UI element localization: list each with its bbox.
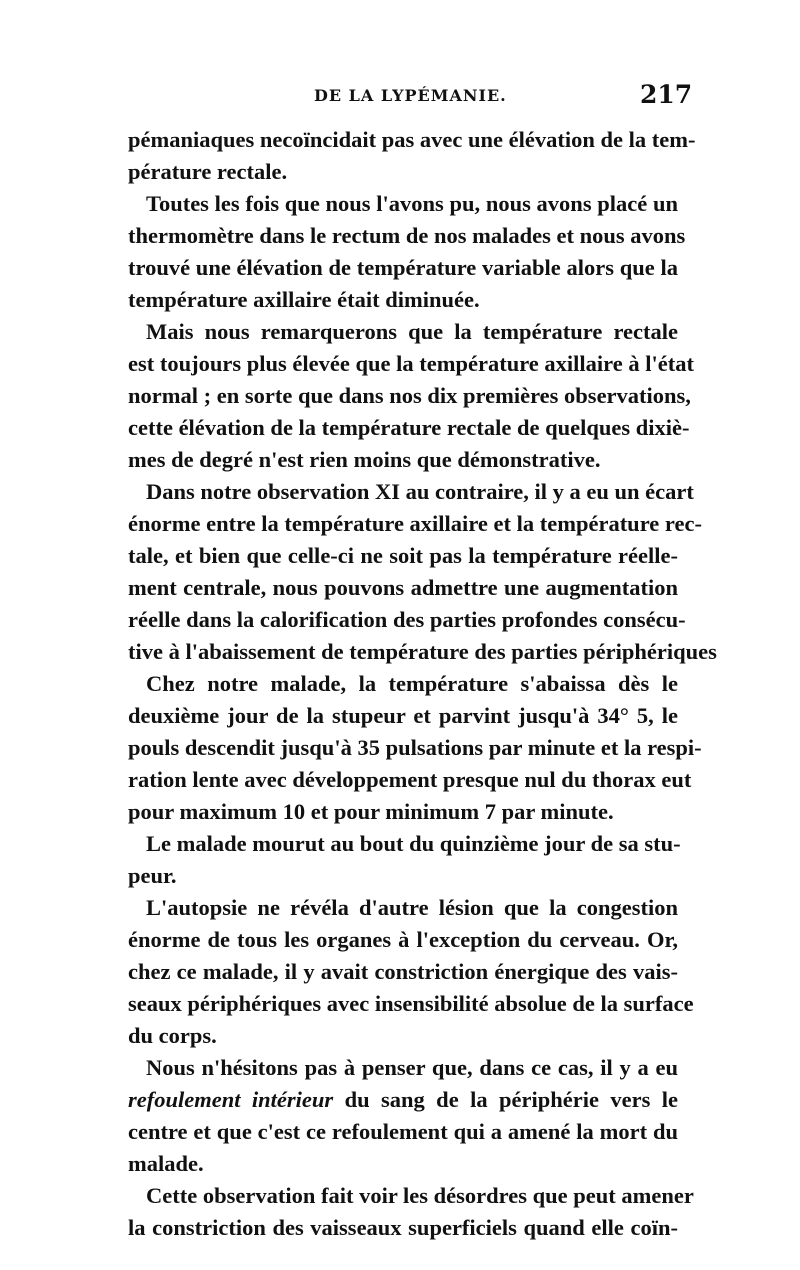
text-line: Cette observation fait voir les désordres que peut amener <box>146 1183 694 1208</box>
text-line: centre et que c'est ce refoulement qui a amené la mort du <box>128 1119 678 1144</box>
running-title: DE LA LYPÉMANIE. <box>314 86 507 105</box>
italic-phrase: refoulement intérieur <box>128 1087 334 1112</box>
text-line: du corps. <box>128 1023 217 1048</box>
text-line <box>128 1084 678 1116</box>
text-line: normal ; en sorte que dans nos dix premières observations, <box>128 383 691 408</box>
text-line: pouls descendit jusqu'à 35 pulsations par minute et la respi- <box>128 735 702 760</box>
text-line: Le malade mourut au bout du quinzième jour de sa stu- <box>146 831 681 856</box>
text-line: Toutes les fois que nous l'avons pu, nous avons placé un <box>146 191 678 216</box>
text-line: deuxième jour de la stupeur et parvint jusqu'à 34° 5, le <box>128 703 678 728</box>
text-line: la constriction des vaisseaux superficiels quand elle coïn- <box>128 1215 678 1240</box>
text-line: peur. <box>128 863 177 888</box>
body-text <box>128 124 717 1244</box>
text-line: Chez notre malade, la température s'abaissa dès le <box>146 671 678 696</box>
text-line: mes de degré n'est rien moins que démonstrative. <box>128 447 601 472</box>
text-line: Mais nous remarquerons que la température rectale <box>146 319 678 344</box>
text-line: température axillaire était diminuée. <box>128 287 480 312</box>
text-line: L'autopsie ne révéla d'autre lésion que la congestion <box>146 895 678 920</box>
text-line: ment centrale, nous pouvons admettre une augmentation <box>128 575 678 600</box>
text-line: réelle dans la calorification des parties profondes consécu- <box>128 607 686 632</box>
text-line: Dans notre observation XI au contraire, il y a eu un écart <box>146 479 694 504</box>
text-line: thermomètre dans le rectum de nos malades et nous avons <box>128 223 686 248</box>
text-line: ration lente avec développement presque nul du thorax eut <box>128 767 692 792</box>
running-head <box>0 80 800 116</box>
text-line: chez ce malade, il y avait constriction énergique des vais- <box>128 959 678 984</box>
text-line: Nous n'hésitons pas à penser que, dans ce cas, il y a eu <box>146 1055 678 1080</box>
text-line: pour maximum 10 et pour minimum 7 par minute. <box>128 799 614 824</box>
text-line: pémaniaques necoïncidait pas avec une élévation de la tem- <box>128 127 696 152</box>
page-number: 217 <box>640 80 693 109</box>
text-line: est toujours plus élevée que la température axillaire à l'état <box>128 351 694 376</box>
text-line: tive à l'abaissement de température des parties périphériques <box>128 639 717 664</box>
text-line: tale, et bien que celle-ci ne soit pas la température réelle- <box>128 543 678 568</box>
text-line: seaux périphériques avec insensibilité absolue de la surface <box>128 991 694 1016</box>
text-line: pérature rectale. <box>128 159 288 184</box>
text-line: énorme entre la température axillaire et la température rec- <box>128 511 702 536</box>
text-line: malade. <box>128 1151 204 1176</box>
text-line: énorme de tous les organes à l'exception du cerveau. Or, <box>128 927 678 952</box>
text-line: trouvé une élévation de température variable alors que la <box>128 255 678 280</box>
text-line-rest: du sang de la périphérie vers le <box>333 1087 678 1112</box>
text-line: cette élévation de la température rectale de quelques dixiè- <box>128 415 690 440</box>
